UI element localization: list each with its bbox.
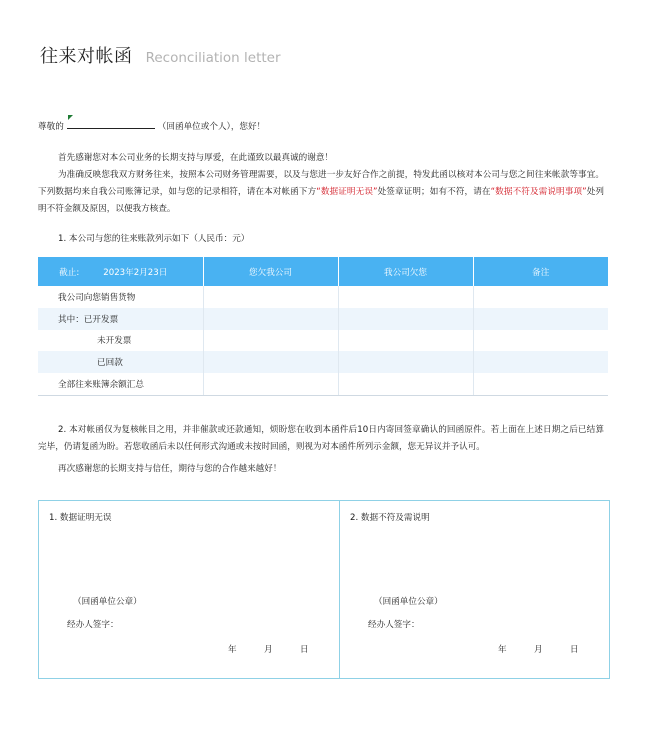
header-remarks: 备注 xyxy=(473,257,608,286)
header-we-owe-you: 我公司欠您 xyxy=(338,257,473,286)
dispute-box-title: 2. 数据不符及需说明 xyxy=(350,513,430,523)
row-label: 我公司向您销售货物 xyxy=(58,292,136,303)
row-label: 未开发票 xyxy=(97,336,132,347)
dispute-seal-label: （回函单位公章） xyxy=(374,597,443,607)
amount-cell[interactable] xyxy=(338,351,473,373)
section-1-heading: 1. 本公司与您的往来账款列示如下（人民币：元） xyxy=(58,234,250,244)
title-chinese: 往来对帐函 xyxy=(40,46,133,67)
confirm-box xyxy=(38,500,340,679)
row-label: 已回款 xyxy=(38,351,203,373)
accounts-table xyxy=(38,257,608,396)
remark-cell[interactable] xyxy=(473,308,608,330)
amount-cell[interactable] xyxy=(203,351,338,373)
amount-cell[interactable] xyxy=(203,308,338,330)
amount-cell[interactable] xyxy=(203,373,338,395)
table-header-row xyxy=(38,257,608,286)
confirm-year: 年 xyxy=(228,645,237,655)
remark-cell[interactable] xyxy=(473,286,608,308)
amount-cell[interactable] xyxy=(338,330,473,352)
amount-cell[interactable] xyxy=(338,308,473,330)
intro-text-1: 为准确反映您我双方财务往来，按照本公司财务管理需要，以及与您进一步友好合作之前提，特发此函以核对本公司与您之间往来帐款等事宜。下列数据均来自我公司账簿记录，如与您的记录相符，请在本对帐函下方 xyxy=(38,170,604,197)
table-row xyxy=(38,308,608,330)
row-label: 其中：已开发票 xyxy=(38,308,203,330)
amount-cell[interactable] xyxy=(203,330,338,352)
confirm-seal-label: （回函单位公章） xyxy=(73,597,142,607)
intro-red-1: “数据证明无误” xyxy=(316,187,378,197)
table-row xyxy=(38,373,608,395)
amount-cell[interactable] xyxy=(338,373,473,395)
closing-line: 再次感谢您的长期支持与信任，期待与您的合作越来越好！ xyxy=(58,464,282,474)
table-row xyxy=(38,351,608,373)
document-title xyxy=(40,42,281,68)
confirm-month: 月 xyxy=(264,645,273,655)
header-date-label: 截止: xyxy=(59,267,80,278)
greeting-line xyxy=(38,119,265,136)
confirm-day: 日 xyxy=(300,645,309,655)
greeting-suffix: （回函单位或个人），您好！ xyxy=(157,122,266,132)
header-you-owe-us: 您欠我公司 xyxy=(203,257,338,286)
dispute-year: 年 xyxy=(498,645,507,655)
thanks-paragraph: 首先感谢您对本公司业务的长期支持与厚爱，在此谨致以最真诚的谢意！ xyxy=(58,153,334,163)
intro-red-2: “数据不符及需说明事项” xyxy=(490,187,587,197)
remark-cell[interactable] xyxy=(473,330,608,352)
recipient-blank-field[interactable] xyxy=(67,119,155,129)
confirm-signer-label: 经办人签字： xyxy=(67,620,119,630)
remark-cell[interactable] xyxy=(473,373,608,395)
section-2-paragraph: 2. 本对帐函仅为复核帐目之用，并非催款或还款通知，烦盼您在收到本函件后10日内寄回签章确认的回函原件。若上面在上述日期之后已结算完毕，仍请复函为盼。若您收函后未以任何形式沟通或未按时回函，则视为对本函件所列示金额，您无异议并予认可。 xyxy=(38,425,604,452)
intro-text-3: 处列明不符金额及原因，以便我方核查。 xyxy=(38,187,604,214)
remark-cell[interactable] xyxy=(473,351,608,373)
dispute-month: 月 xyxy=(534,645,543,655)
confirm-box-title: 1. 数据证明无误 xyxy=(49,513,112,523)
intro-text-2: 处签章证明；如有不符，请在 xyxy=(377,187,491,197)
amount-cell[interactable] xyxy=(203,286,338,308)
table-row xyxy=(38,286,608,308)
row-label: 全部往来账簿余额汇总 xyxy=(38,373,203,395)
title-english: Reconciliation letter xyxy=(145,50,281,66)
header-date-cell xyxy=(38,257,203,286)
table-row xyxy=(38,330,608,352)
amount-cell[interactable] xyxy=(338,286,473,308)
header-date-value: 2023年2月23日 xyxy=(103,267,168,278)
dispute-signer-label: 经办人签字： xyxy=(368,620,420,630)
dispute-day: 日 xyxy=(570,645,579,655)
intro-paragraph xyxy=(38,167,604,218)
greeting-prefix: 尊敬的 xyxy=(38,122,64,132)
dispute-box xyxy=(339,500,610,679)
